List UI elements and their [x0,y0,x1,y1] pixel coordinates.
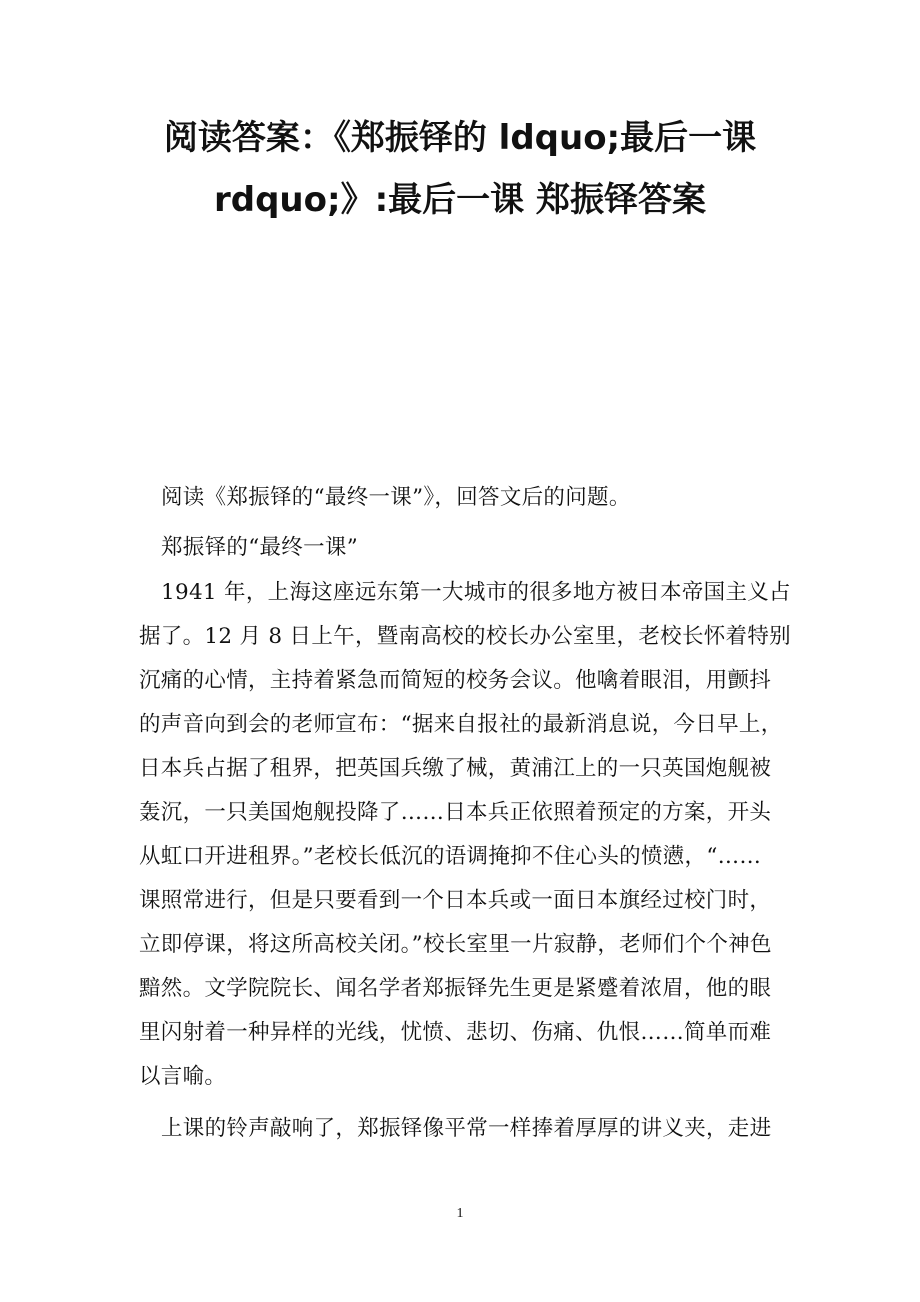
paragraph-line: 里闪射着一种异样的光线，忧愤、悲切、伤痛、仇恨……简单而难 [139,1020,772,1045]
paragraph-line: 的声音向到会的老师宣布：“据来自报社的最新消息说，今日早上， [139,712,783,737]
title-line-1: 阅读答案：《郑振铎的 ldquo;最后一课 [163,118,757,158]
paragraph-line: 上课的铃声敲响了，郑振铎像平常一样捧着厚厚的讲义夹，走进 [161,1116,772,1141]
paragraph-line: 据了。12 月 8 日上午，暨南高校的校长办公室里，老校长怀着特别 [139,624,791,649]
paragraph-line: 沉痛的心情，主持着紧急而简短的校务会议。他噙着眼泪，用颤抖 [139,668,772,693]
intro-text: 阅读《郑振铎的“最终一课”》，回答文后的问题。 [161,485,631,510]
paragraph-line: 1941 年，上海这座远东第一大城市的很多地方被日本帝国主义占 [161,580,791,605]
paragraph-line: 从虹口开进租界。”老校长低沉的语调掩抑不住心头的愤懑，“…… [139,844,762,869]
paragraph-line: 日本兵占据了租界，把英国兵缴了械，黄浦江上的一只英国炮舰被 [139,756,772,781]
article-subtitle: 郑振铎的“最终一课” [161,535,358,560]
paragraph-line: 黯然。文学院院长、闻名学者郑振铎先生更是紧蹙着浓眉，他的眼 [139,976,772,1001]
paragraph-line: 轰沉，一只美国炮舰投降了……日本兵正依照着预定的方案，开头 [139,800,772,825]
title-line-2: rdquo;》:最后一课 郑振铎答案 [213,180,707,220]
page-number: 1 [456,1206,464,1221]
paragraph-line: 立即停课，将这所高校关闭。”校长室里一片寂静，老师们个个神色 [139,932,772,957]
paragraph-line: 以言喻。 [139,1064,227,1089]
paragraph-line: 课照常进行，但是只要看到一个日本兵或一面日本旗经过校门时， [139,888,772,913]
